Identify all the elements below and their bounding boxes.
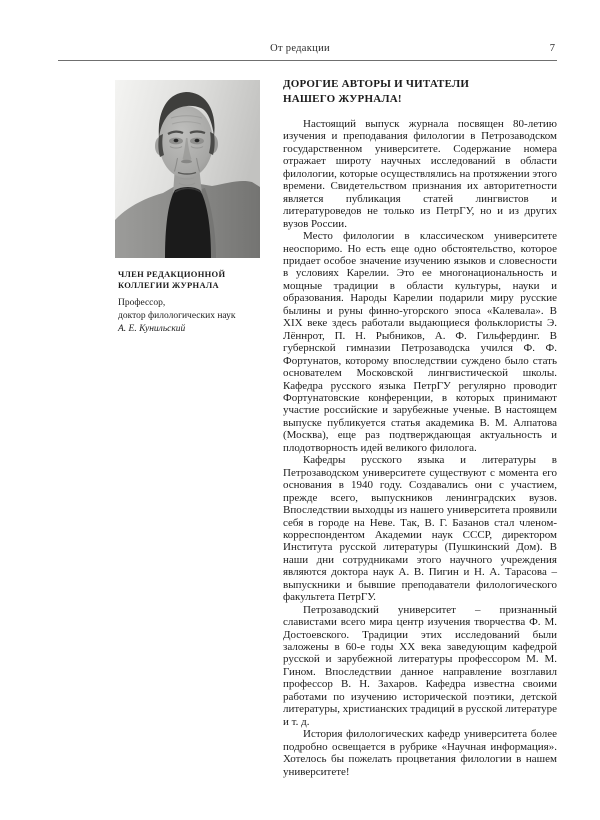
caption-role-line1: Профессор,	[118, 298, 166, 308]
page-number: 7	[549, 43, 555, 54]
caption-role-line2: доктор филологических наук	[118, 311, 236, 321]
article-heading-line1: ДОРОГИЕ АВТОРЫ И ЧИТАТЕЛИ	[283, 78, 470, 90]
caption-name: А. Е. Кунильский	[118, 324, 186, 334]
caption-role	[118, 297, 260, 323]
editor-sidebar	[115, 80, 260, 336]
body-paragraph: Место филологии в классическом университете неоспоримо. Но есть еще одно обстоятельство, которое придает особое значение изучению языков и словесности в условиях Карелии. Это ее многонациональность и мощные традиции в области культуры, науки и образования. Народы Карелии подарили миру русские былины и руны финно-угорского эпоса «Калевала». В XIX веке здесь работали выдающиеся фольклористы Э. Лённрот, П. Н. Рыбников, А. Ф. Гильфердинг. В губернской гимназии Петрозаводска учился Ф. Ф. Фортунатов, которому впоследствии суждено было стать основателем Московской лингвистической школы. Кафедра русского языка ПетрГУ регулярно проводит Фортунатовские конференции, в которых принимают участие российские и зарубежные ученые. В настоящем выпуске публикуется статья академика В. М. Алпатова (Москва), еще раз подтверждающая актуальность и плодотворность идей великого филолога.	[283, 230, 557, 454]
article-heading-line2: НАШЕГО ЖУРНАЛА!	[283, 93, 402, 105]
body-paragraph: Петрозаводский университет – признанный славистами всего мира центр изучения творчества Ф. М. Достоевского. Традиции этих исследований были заложены в 60-е годы XX века заведующим кафедрой русской и зарубежной литературы профессором М. М. Гином. Впоследствии данное направление возглавил профессор В. Н. Захаров. Кафедра известна своими работами по изучению исторической поэтики, детской литературы, христианских традиций в русской литературе и т. д.	[283, 603, 557, 728]
portrait-photo	[115, 80, 260, 258]
body-paragraph: История филологических кафедр университета более подробно освещается в рубрике «Научная информация». Хотелось бы пожелать процветания филологии в нашем университете!	[283, 728, 557, 778]
header-rule	[58, 60, 557, 61]
article-heading	[283, 77, 557, 107]
portrait-caption	[115, 269, 260, 336]
editorial-article	[283, 77, 557, 778]
body-paragraph: Настоящий выпуск журнала посвящен 80-летию изучения и преподавания филологии в Петрозаводском государственном университете. Содержание номера отражает широту научных исследований в области филологии, которые осуществлялись на протяжении этого времени. Свидетельством признания их авторитетности является публикация статей лингвистов и литературоведов не только из ПетрГУ, но и из других вузов России.	[283, 118, 557, 230]
running-head: От редакции	[270, 43, 330, 54]
caption-title-line1: ЧЛЕН РЕДАКЦИОННОЙ	[118, 269, 226, 279]
body-paragraph: Кафедры русского языка и литературы в Петрозаводском университете существуют с момента его основания в 1940 году. Создавались они с участием, прежде всего, выпускников ленинградских вузов. Впоследствии выходцы из нашего университета проявили себя в городе на Неве. Так, В. Г. Базанов стал членом-корреспондентом Академии наук СССР, директором Института русской литературы (Пушкинский Дом). В наши дни сотрудниками этого научного учреждения являются доктора наук А. В. Пигин и Н. А. Тарасова – выпускники и бывшие преподаватели филологического факультета ПетрГУ.	[283, 454, 557, 604]
caption-title	[118, 269, 260, 290]
caption-title-line2: КОЛЛЕГИИ ЖУРНАЛА	[118, 279, 219, 290]
